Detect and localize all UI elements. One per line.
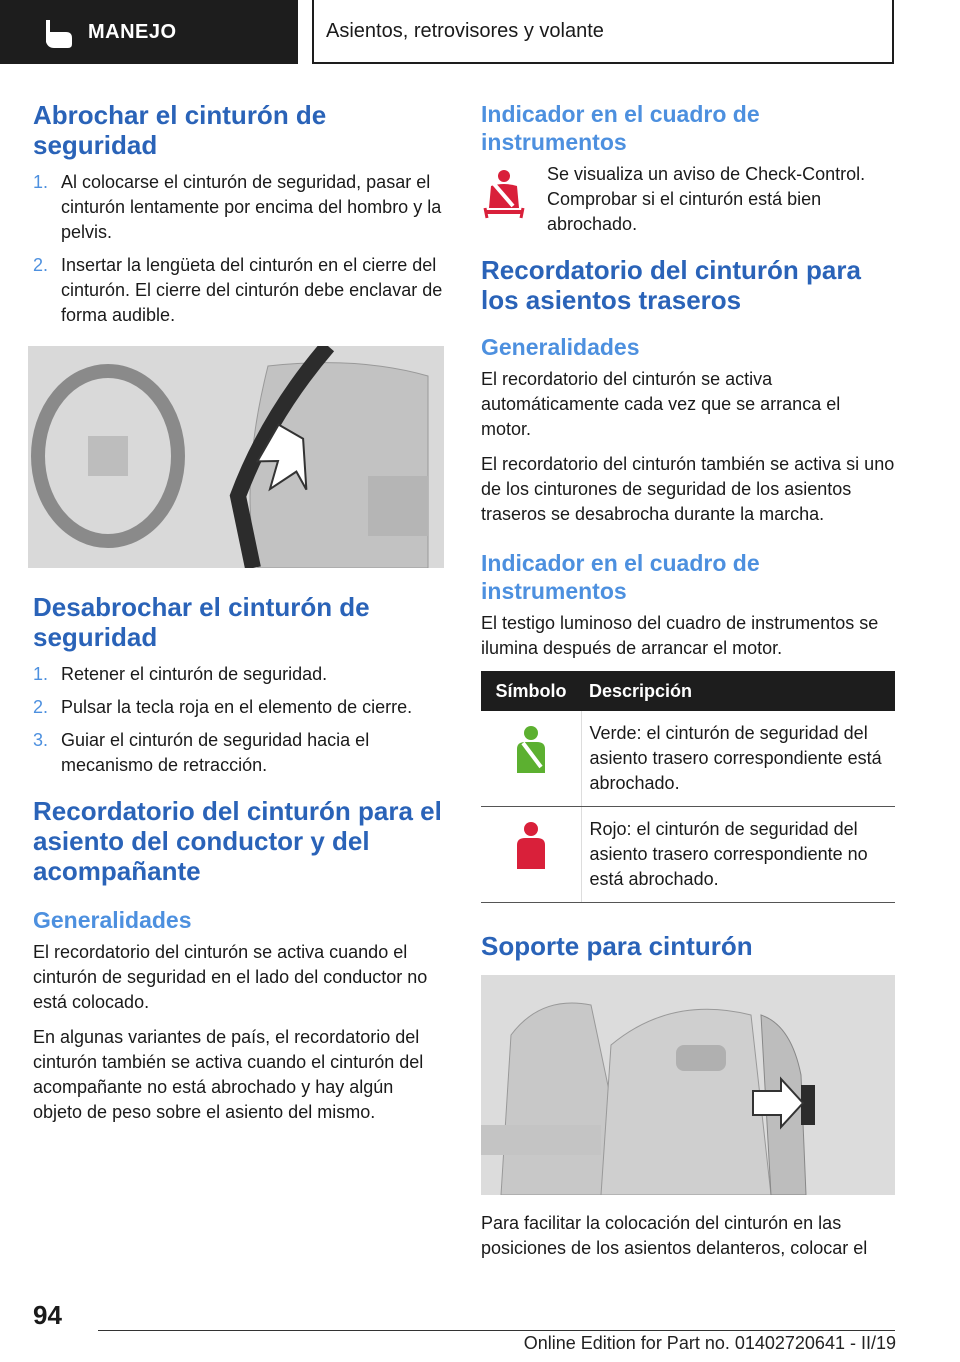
rear-seatbelt-unfastened-icon <box>513 821 549 871</box>
reminder-rear-title: Recordatorio del cinturón para los asientos traseros <box>481 255 861 315</box>
reminder-front-subtitle: Generalidades <box>33 907 192 933</box>
section-label: MANEJO <box>88 20 177 43</box>
chapter-title: Asientos, retrovisores y volante <box>312 0 894 64</box>
right-column <box>481 100 895 1271</box>
list-item: 2. Insertar la lengüeta del cinturón en el cierre del cinturón. El cierre del cinturón debe enclavar de forma audible. <box>33 255 443 325</box>
list-item: 1. Retener el cinturón de seguridad. <box>33 664 328 684</box>
symbol-table <box>481 671 895 903</box>
unfasten-title: Desabrochar el cinturón de seguridad <box>33 592 370 652</box>
table-header-symbol: Símbolo <box>481 671 581 711</box>
footer-edition: Online Edition for Part no. 01402720641 - II/19 <box>523 1333 896 1353</box>
section-tab <box>0 0 298 64</box>
reminder-rear-subtitle: Generalidades <box>481 334 640 360</box>
table-cell: Verde: el cinturón de seguridad del asiento trasero correspondiente está abrochado. <box>581 711 895 807</box>
fasten-seatbelt-illustration <box>28 346 444 568</box>
table-cell: Rojo: el cinturón de seguridad del asiento trasero correspondiente no está abrochado. <box>581 807 895 903</box>
seatbelt-holder-illustration <box>481 975 895 1195</box>
seatbelt-warning-icon <box>481 168 527 220</box>
left-column <box>33 100 445 1135</box>
fasten-steps <box>33 170 445 328</box>
page-number: 94 <box>33 1300 62 1330</box>
indicator-text: Se visualiza un aviso de Check-Control. Comprobar si el cinturón está bien abrochado. <box>547 164 866 234</box>
table-header-description: Descripción <box>581 671 895 711</box>
paragraph: En algunas variantes de país, el recordatorio del cinturón también se activa cuando el cinturón del acompañante no está abrochado y hay algún objeto de peso sobre el asiento del mismo. <box>33 1027 424 1122</box>
list-item: 2. Pulsar la tecla roja en el elemento de cierre. <box>33 697 413 717</box>
holder-text: Para facilitar la colocación del cinturón en las posiciones de los asientos delanteros, colocar el <box>481 1213 868 1258</box>
fasten-title: Abrochar el cinturón de seguridad <box>33 100 327 160</box>
paragraph: El recordatorio del cinturón se activa cuando el cinturón de seguridad en el lado del conductor no está colocado. <box>33 942 428 1012</box>
list-item: 1. Al colocarse el cinturón de seguridad, pasar el cinturón lentamente por encima del hombro y la pelvis. <box>33 172 442 242</box>
paragraph: El recordatorio del cinturón se activa automáticamente cada vez que se arranca el motor. <box>481 369 841 439</box>
pointing-hand-icon <box>36 12 80 52</box>
unfasten-steps <box>33 662 445 778</box>
list-item: 3. Guiar el cinturón de seguridad hacia el mecanismo de retracción. <box>33 730 370 775</box>
indicator2-subtitle: Indicador en el cuadro de instrumentos <box>481 550 760 604</box>
indicator-subtitle: Indicador en el cuadro de instrumentos <box>481 101 760 155</box>
reminder-front-title: Recordatorio del cinturón para el asiento del conductor y del acompañante <box>33 796 442 886</box>
table-row <box>481 711 895 807</box>
paragraph: El recordatorio del cinturón también se activa si uno de los cinturones de seguridad de los asientos traseros se desabrocha durante la marcha. <box>481 454 895 524</box>
table-row <box>481 807 895 903</box>
rear-seatbelt-fastened-icon <box>513 725 549 775</box>
indicator-note <box>481 162 895 237</box>
indicator2-text: El testigo luminoso del cuadro de instrumentos se ilumina después de arrancar el motor. <box>481 613 879 658</box>
footer-divider <box>98 1330 895 1331</box>
holder-title: Soporte para cinturón <box>481 931 753 961</box>
